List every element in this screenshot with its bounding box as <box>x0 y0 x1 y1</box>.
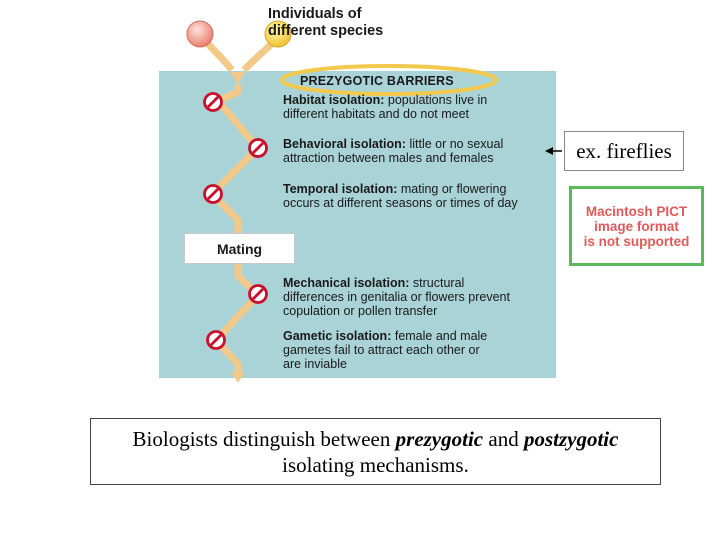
block-icon-temporal <box>205 186 222 203</box>
temporal-isolation-line2: occurs at different seasons or times of day <box>283 196 518 210</box>
individuals-label-line1: Individuals of <box>268 6 362 22</box>
lower-zigzag-path <box>216 264 258 372</box>
individual-species-a-icon <box>187 21 213 47</box>
individuals-label-line2: different species <box>268 23 384 39</box>
temporal-isolation-text <box>283 182 518 210</box>
mechanical-isolation-line3: copulation or pollen transfer <box>283 304 438 318</box>
mechanical-isolation-line1: structural <box>412 276 465 290</box>
habitat-isolation-text <box>283 93 487 121</box>
gametic-isolation-name: Gametic isolation: <box>283 329 392 343</box>
mating-box: Mating <box>184 233 295 264</box>
pict-line3: is not supported <box>583 233 690 249</box>
temporal-isolation-line1: mating or flowering <box>400 182 507 196</box>
caption-part2: and <box>483 427 524 451</box>
barriers-title: PREZYGOTIC BARRIERS <box>300 74 454 88</box>
pict-line2: image format <box>594 218 679 234</box>
habitat-isolation-line1: populations live in <box>387 93 488 107</box>
bottom-arrowhead <box>231 372 245 383</box>
left-converge-arrow <box>206 42 232 70</box>
unsupported-image-placeholder <box>569 186 704 266</box>
block-icon-gametic <box>208 332 225 349</box>
behavioral-isolation-line1: little or no sexual <box>409 137 504 151</box>
behavioral-isolation-name: Behavioral isolation: <box>283 137 406 151</box>
habitat-isolation-name: Habitat isolation: <box>283 93 385 107</box>
mechanical-isolation-line2: differences in genitalia or flowers prevent <box>283 290 510 304</box>
caption-term-postzygotic: postzygotic <box>523 427 619 451</box>
caption-part1: Biologists distinguish between <box>132 427 396 451</box>
behavioral-isolation-text <box>283 137 503 165</box>
habitat-isolation-line2: different habitats and do not meet <box>283 107 470 121</box>
block-icon-mechanical <box>250 286 267 303</box>
caption-term-prezygotic: prezygotic <box>395 427 484 451</box>
block-icon-behavioral <box>250 140 267 157</box>
pict-line1: Macintosh PICT <box>585 203 688 219</box>
gametic-isolation-line2: gametes fail to attract each other or <box>283 343 480 357</box>
example-pointer-arrowhead <box>545 147 553 155</box>
gametic-isolation-line1: female and male <box>394 329 488 343</box>
converge-arrowhead <box>230 72 245 84</box>
caption-box <box>90 418 661 485</box>
mechanical-isolation-name: Mechanical isolation: <box>283 276 410 290</box>
mechanical-isolation-text <box>283 276 510 318</box>
behavioral-isolation-line2: attraction between males and females <box>283 151 494 165</box>
block-icon-habitat <box>205 94 222 111</box>
caption-part3: isolating mechanisms. <box>282 453 469 477</box>
example-fireflies-label: ex. fireflies <box>564 131 684 171</box>
individuals-label <box>268 6 383 40</box>
gametic-isolation-line3: are inviable <box>283 357 347 371</box>
temporal-isolation-name: Temporal isolation: <box>283 182 398 196</box>
right-converge-arrow <box>244 42 274 70</box>
gametic-isolation-text <box>283 329 487 371</box>
